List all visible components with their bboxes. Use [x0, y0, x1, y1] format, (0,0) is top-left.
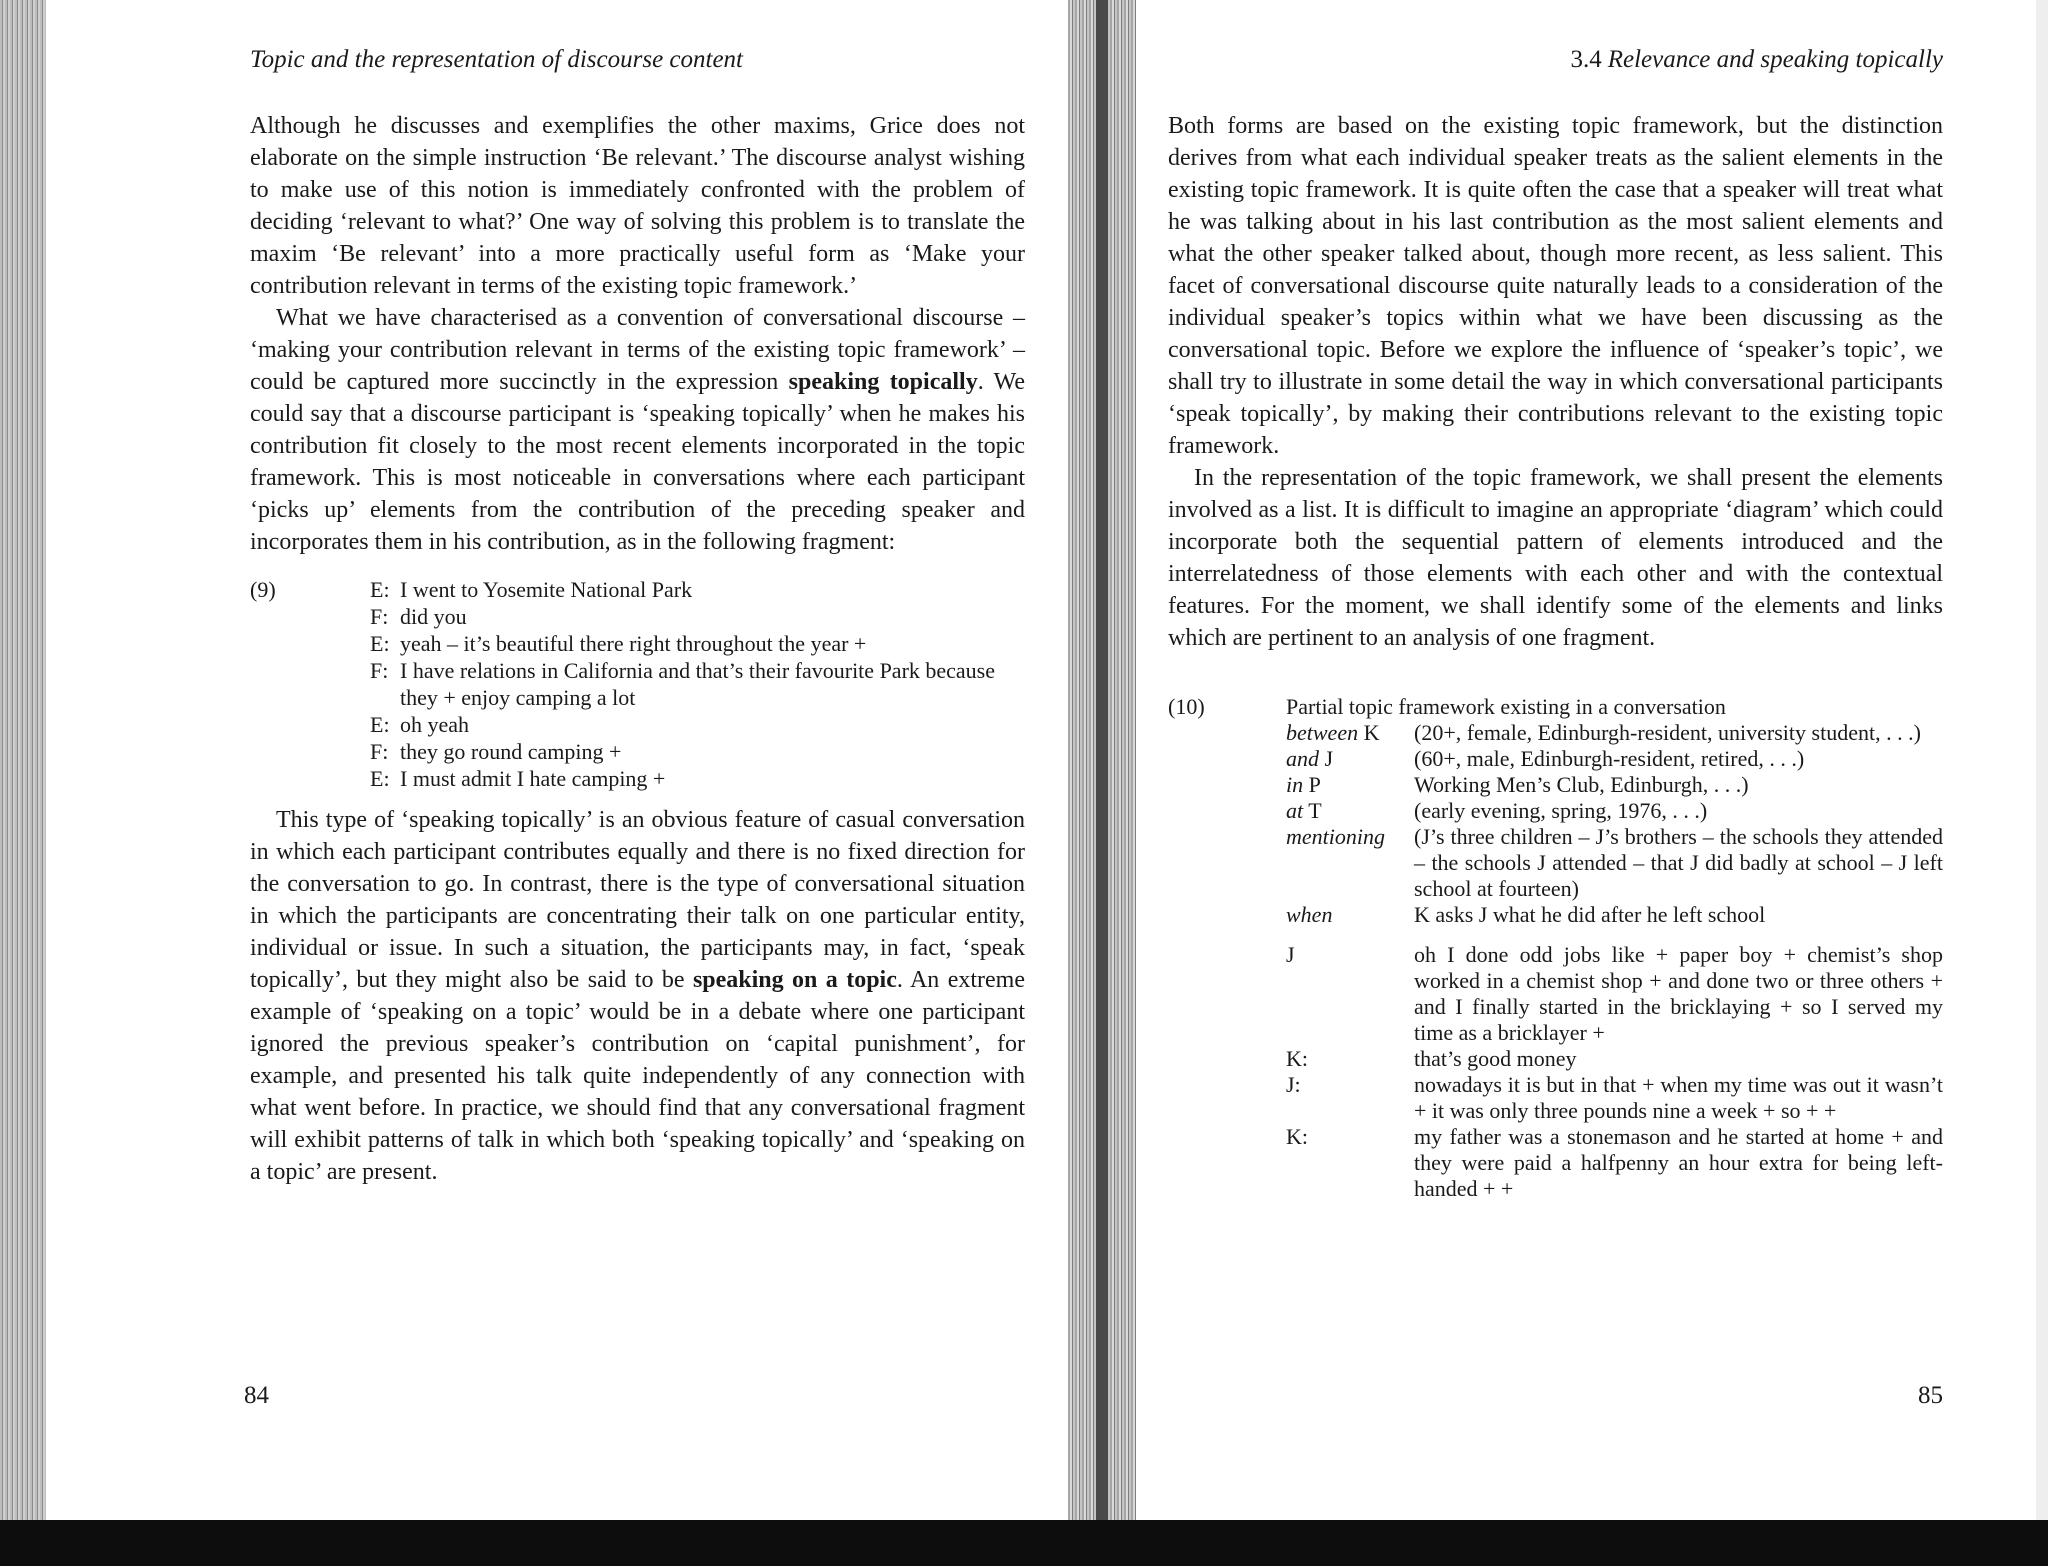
dialogue-turn: [1286, 942, 1943, 1046]
speaker: J: [1286, 942, 1295, 967]
framework-label: and: [1286, 746, 1319, 771]
paragraph: [250, 804, 1025, 1188]
speaker: K:: [1286, 1124, 1308, 1149]
dialogue-turn: [1286, 1072, 1943, 1124]
dialogue-turn: [370, 603, 1025, 630]
paragraph: [250, 302, 1025, 558]
framework-value: (early evening, spring, 1976, . . .): [1414, 798, 1708, 823]
scan-edge-left: [0, 0, 46, 1566]
right-text-block: [1168, 110, 1943, 1202]
example-10: [1168, 694, 1943, 1202]
framework-label-var: P: [1303, 772, 1321, 797]
example-number: (9): [250, 577, 276, 602]
dialogue-turn: [370, 630, 1025, 657]
right-page: [1168, 0, 1943, 1520]
utterance: my father was a stonemason and he started at home + and they were paid a halfpenny an hour extra for being left-handed + +: [1414, 1124, 1943, 1201]
example-9: [250, 576, 1025, 792]
text-span: This type of ‘speaking topically’ is an obvious feature of casual conversation in which each participant contributes equally and there is no fixed direction for the conversation to go. In contrast, there is the type of conversational situation in which the participants are concentrating their talk on one particular entity, individual or issue. In such a situation, the participants may, in fact, ‘speak topically’, but they might also be said to be: [250, 807, 1025, 993]
running-head-right: [1570, 46, 1943, 74]
left-page: [244, 0, 1026, 1520]
framework-label: in: [1286, 772, 1304, 797]
book-spine: [1068, 0, 1136, 1566]
framework-row: [1286, 824, 1943, 902]
text-span: What we have characterised as a convention of conversational discourse – ‘making your contribution relevant in terms of the existing topic framework’ – could be captured more succinctly in the expression: [250, 305, 1025, 395]
utterance: I must admit I hate camping +: [400, 766, 666, 791]
speaker: J:: [1286, 1072, 1301, 1097]
framework-label: at: [1286, 798, 1304, 823]
framework-label: when: [1286, 902, 1333, 927]
speaker: F:: [370, 739, 389, 764]
text-span: . We could say that a discourse participant is ‘speaking topically’ when he makes his contribution fit closely to the most recent elements incorporated in the topic framework. This is most noticeable in conversations where each participant ‘picks up’ elements from the contribution of the preceding speaker and incorporates them in his contribution, as in the following fragment:: [250, 369, 1026, 555]
framework-label-var: J: [1319, 746, 1334, 771]
dialogue-turn: [370, 576, 1025, 603]
utterance: I went to Yosemite National Park: [400, 577, 693, 602]
utterance: they go round camping +: [400, 739, 622, 764]
text-span: . An extreme example of ‘speaking on a topic’ would be in a debate where one participant ignored the previous speaker’s contribution on ‘capital punishment’, for example, and presented his talk quite independently of any connection with what went before. In practice, we should find that any conversational fragment will exhibit patterns of talk in which both ‘speaking topically’ and ‘speaking on a topic’ are present.: [250, 967, 1025, 1185]
example-number: (10): [1168, 694, 1205, 719]
framework-row: [1286, 720, 1943, 746]
speaker: E:: [370, 631, 390, 656]
speaker: K:: [1286, 1046, 1308, 1071]
speaker: E:: [370, 766, 390, 791]
framework-label-var: K: [1358, 720, 1380, 745]
framework-title-row: [1286, 694, 1943, 720]
running-head-left: Topic and the representation of discourse content: [250, 46, 744, 73]
paragraph: Both forms are based on the existing topic framework, but the distinction derives from what each individual speaker treats as the salient elements in the existing topic framework. It is quite often the case that a speaker will treat what he was talking about in his last contribution as the most salient elements and what the other speaker talked about, though more recent, as less salient. This facet of conversational discourse quite naturally leads to a consideration of the individual speaker’s topics within what we have been discussing as the conversational topic. Before we explore the influence of ‘speaker’s topic’, we shall try to illustrate in some detail the way in which conversational participants ‘speak topically’, by making their contributions relevant to the existing topic framework.: [1168, 113, 1943, 459]
utterance: oh I done odd jobs like + paper boy + chemist’s shop worked in a chemist shop + and done two or three others + and I finally started in the bricklaying + so I served my time as a bricklayer +: [1414, 942, 1943, 1045]
framework-value: (60+, male, Edinburgh-resident, retired, . . .): [1414, 746, 1805, 771]
scan-edge-bottom: [0, 1520, 2048, 1566]
page-number-right: 85: [1918, 1382, 1943, 1409]
section-number: 3.4: [1570, 46, 1602, 73]
framework-row: [1286, 772, 1943, 798]
framework-label-var: T: [1303, 798, 1322, 823]
framework-value: K asks J what he did after he left school: [1414, 902, 1766, 927]
framework-label: mentioning: [1286, 824, 1385, 849]
framework-row: [1286, 746, 1943, 772]
speaker: F:: [370, 604, 389, 629]
speaker: E:: [370, 577, 390, 602]
scan-edge-right: [2036, 0, 2048, 1520]
left-text-block: [250, 110, 1025, 1188]
utterance: that’s good money: [1414, 1046, 1577, 1071]
paragraph: Although he discusses and exemplifies the other maxims, Grice does not elaborate on the simple instruction ‘Be relevant.’ The discourse analyst wishing to make use of this notion is immediately confronted with the problem of deciding ‘relevant to what?’ One way of solving this problem is to translate the maxim ‘Be relevant’ into a more practically useful form as ‘Make your contribution relevant in terms of the existing topic framework.’: [250, 113, 1025, 299]
page-number-left: 84: [244, 1382, 269, 1409]
speaker: F:: [370, 658, 389, 683]
framework-value: (20+, female, Edinburgh-resident, university student, . . .): [1414, 720, 1921, 745]
dialogue-turn: [370, 765, 1025, 792]
paragraph: In the representation of the topic framework, we shall present the elements involved as a list. It is difficult to imagine an appropriate ‘diagram’ which could incorporate both the sequential pattern of elements introduced and the interrelatedness of those elements with each other and with the contextual features. For the moment, we shall identify some of the elements and links which are pertinent to an analysis of one fragment.: [1168, 465, 1943, 651]
framework-value: Working Men’s Club, Edinburgh, . . .): [1414, 772, 1749, 797]
dialogue-turn: [1286, 1046, 1943, 1072]
bold-term: speaking topically: [788, 369, 978, 395]
utterance: yeah – it’s beautiful there right throughout the year +: [400, 631, 867, 656]
framework-title: Partial topic framework existing in a conversation: [1286, 694, 1726, 719]
dialogue-turn: [370, 738, 1025, 765]
running-head-title: Relevance and speaking topically: [1607, 46, 1943, 73]
dialogue-turn: [370, 657, 1025, 711]
utterance: nowadays it is but in that + when my time was out it wasn’t + it was only three pounds nine a week + so + +: [1414, 1072, 1943, 1123]
dialogue-turn: [370, 711, 1025, 738]
utterance: I have relations in California and that’s their favourite Park because they + enjoy camping a lot: [400, 658, 996, 710]
utterance: oh yeah: [400, 712, 470, 737]
utterance: did you: [400, 604, 467, 629]
bold-term: speaking on a topic: [692, 967, 897, 993]
framework-value: (J’s three children – J’s brothers – the schools they attended – the schools J attended – that J did badly at school – J left school at fourteen): [1414, 824, 1943, 901]
dialogue-turn: [1286, 1124, 1943, 1202]
framework-label: between: [1286, 720, 1359, 745]
framework-row: [1286, 902, 1943, 928]
speaker: E:: [370, 712, 390, 737]
framework-row: [1286, 798, 1943, 824]
